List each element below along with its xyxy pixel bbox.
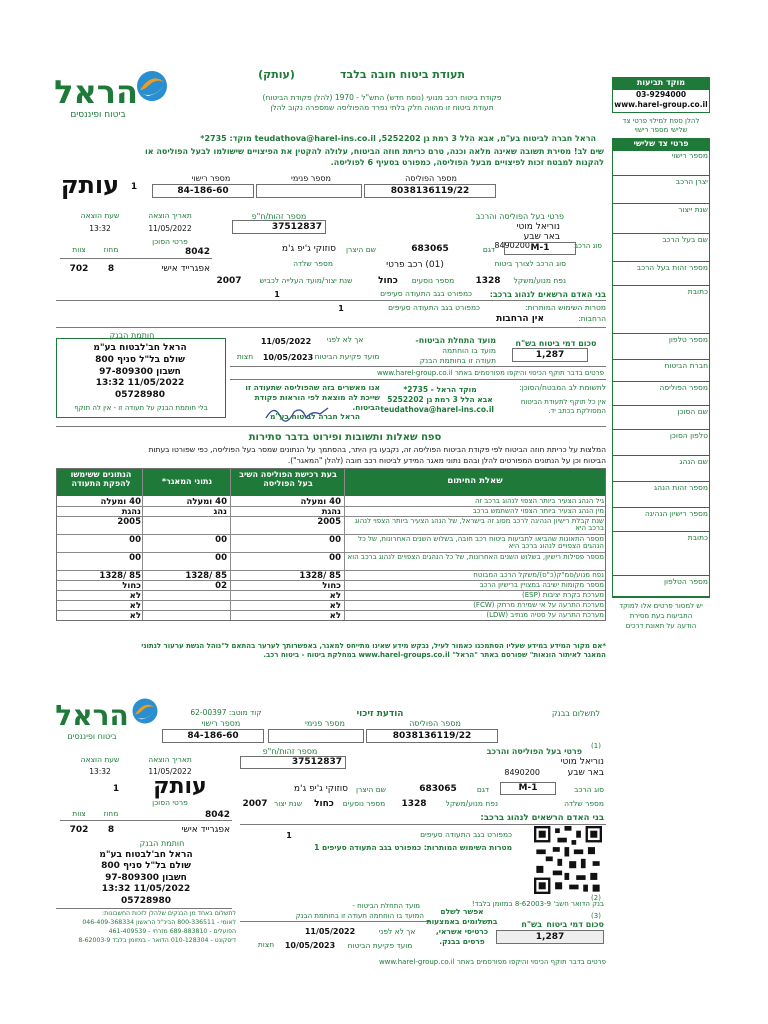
cert-owner-city: באר שבע bbox=[523, 232, 560, 242]
slip-agent-team: 702 bbox=[69, 825, 89, 835]
qa-header-used: הנתונים ששימשו להפקת התעודה bbox=[70, 470, 132, 489]
qa-cell-question: מערכת בקרת יציבות (ESP) bbox=[521, 591, 604, 599]
cert-manuf-name: סוזוקי ג'יפ ג'מ bbox=[281, 244, 336, 254]
cert-drivers-line1-value: 1 bbox=[274, 290, 280, 299]
cert-extensions-label: הרחבות: bbox=[578, 314, 606, 323]
cert-drivers-rule bbox=[56, 300, 606, 301]
qr-code-icon bbox=[534, 826, 602, 894]
slip-marker-3: (3) bbox=[591, 912, 601, 920]
cert-car-code-label: סוג הרכב bbox=[574, 242, 602, 250]
cert-premium-value: 1,287 bbox=[535, 350, 565, 360]
qa-cell-used: נהגת bbox=[121, 507, 141, 517]
qa-cell-db: 00 bbox=[215, 535, 227, 545]
slip-bank-payment: לתשלום בבנק bbox=[551, 709, 600, 718]
cert-attention-3: המסולקת בכתב יד. bbox=[548, 407, 606, 415]
cert-policy-value: 8038136119/22 bbox=[390, 186, 470, 196]
slip-marker-1: (1) bbox=[591, 742, 601, 750]
cert-copy-big: עותק bbox=[60, 171, 120, 199]
cert-usage-label: מטרות השימוש המותרות: bbox=[525, 303, 606, 312]
slip-issue-date-value: 11/05/2022 bbox=[148, 767, 192, 776]
qa-cell-used: לא bbox=[129, 611, 141, 621]
qa-cell-answer: נהגת bbox=[321, 507, 341, 517]
slip-start-rule bbox=[240, 921, 430, 922]
cert-bank-stamp-label: חותמת הבנק bbox=[109, 331, 155, 340]
slip-owner-label: פרטי בעל הפוליסה והרכב bbox=[486, 747, 582, 756]
slip-copy-big: עותק bbox=[153, 774, 207, 799]
cert-confirm-2: שייכת לה מוצאת לפי הוראות פקודת bbox=[254, 393, 380, 402]
cert-pass-label: מספר נוסעים bbox=[411, 276, 455, 285]
cert-policy-label: מספר הפוליסה bbox=[405, 174, 457, 183]
cert-bank-note: בלי חותמת הבנק על תעודה זו - אין לה תוקף bbox=[74, 404, 208, 412]
slip-internal-box bbox=[268, 729, 364, 743]
cert-car-type-value: (01) רכב פרטי bbox=[386, 260, 444, 270]
slip-usage-line: מטרות השימוש המותרות: כמפורט בגב התעודה סעיפים 1 bbox=[314, 843, 512, 852]
cert-agent-district: 8 bbox=[107, 264, 115, 274]
third-party-field-label: שם הסוכן bbox=[677, 407, 708, 416]
slip-policy-label: מספר הפוליסה bbox=[409, 719, 461, 728]
slip-car-code-label: סוג הרכב bbox=[574, 785, 604, 794]
cert-notice-2: להקנות למבטח זכות לפיצויים מבעל הפוליסה, כמפורט בסעיף 6 לפוליסה. bbox=[330, 158, 604, 167]
cert-start-sub1: מועד בו הוחתמה bbox=[442, 346, 496, 355]
qa-cell-question: גיל הנהג הצעיר ביותר הצפוי לנהוג ברכב זה bbox=[475, 497, 604, 505]
cert-attention-1: לתשומת לב המבטח/הסוכן: bbox=[519, 383, 606, 392]
slip-end-value: 10/05/2023 bbox=[284, 941, 336, 950]
qa-cell-answer: 00 bbox=[329, 535, 341, 545]
cert-bottom-rule bbox=[56, 426, 606, 427]
third-party-field-rule bbox=[612, 531, 710, 532]
cert-license-label: מספר רישוי bbox=[191, 174, 231, 183]
slip-copy-num: 1 bbox=[112, 784, 120, 794]
cert-agent-col-team: צוות bbox=[72, 245, 86, 254]
logo-swirl-icon bbox=[134, 68, 170, 104]
cert-start-sub2: תעודה זו בחותמת הבנק bbox=[419, 356, 496, 365]
third-party-field-rule bbox=[612, 333, 710, 334]
cert-ext-rule bbox=[56, 327, 606, 328]
slip-brand-name: הראל bbox=[55, 699, 129, 732]
cert-agent-rule bbox=[60, 258, 212, 259]
third-party-field-rule bbox=[612, 455, 710, 456]
qa-cell-question: מערכת התרעה על אי שמירת מרחק (FCW) bbox=[473, 601, 604, 609]
qa-footnote-2: המאגר לאיתור הונאות" שפורסם באתר "הראל" www.harel-groups.co.il במחלקת ביטוח - ביטוח רכב. bbox=[263, 651, 606, 659]
slip-installments-3: כרטיסי אשראי, bbox=[435, 927, 489, 936]
cert-agent-col-district: מחוז bbox=[103, 245, 119, 254]
slip-bank-info-3: הפועלים - 689-883810 מזרחי - 461-409539 bbox=[108, 928, 236, 935]
third-party-field-label: כתובת bbox=[687, 533, 708, 542]
slip-agent-code: 8042 bbox=[204, 810, 230, 820]
qa-cell-answer: לא bbox=[329, 601, 341, 611]
qa-cell-used: כחול bbox=[122, 581, 141, 591]
slip-drivers-title: בני האדם הרשאים לנהוג ברכב: bbox=[480, 813, 604, 823]
qa-cell-answer: 40 ומעלה bbox=[300, 497, 341, 507]
brand-name: הראל bbox=[54, 73, 138, 111]
claims-center-title: מוקד תביעות bbox=[636, 78, 686, 87]
slip-policy-value: 8038136119/22 bbox=[392, 731, 472, 741]
cert-bank-paid: שולם בל"ל סניף 800 bbox=[95, 355, 185, 365]
qa-cell-db: 02 bbox=[215, 581, 227, 591]
cert-license-value: 84-186-60 bbox=[177, 186, 229, 196]
cert-usage-line: כמפורט בגב התעודה סעיפים bbox=[388, 303, 480, 312]
slip-model-value: M-1 bbox=[518, 783, 538, 793]
third-party-field-rule bbox=[612, 429, 710, 430]
slip-model-label: דגם bbox=[476, 785, 490, 794]
slip-owner-name: נוריאל מוטי bbox=[560, 757, 604, 767]
cert-model-value: M-1 bbox=[530, 243, 550, 253]
qa-cell-question: נפח מנוע/סמ"ק(כ"ס)/משקל הרכב המבוטח bbox=[473, 571, 604, 579]
slip-year-value: 2007 bbox=[242, 799, 268, 809]
cert-id-value: 37512837 bbox=[271, 222, 322, 232]
cert-law-line1: פקודת ביטוח רכב מנועי (נוסח חדש) התש"ל - 1970 (להלן פקודת הביטוח) bbox=[262, 93, 502, 102]
third-party-field-label: שם בעל הרכב bbox=[662, 235, 708, 244]
cert-drivers-line1: כמפורט בגב התעודה סעיפים bbox=[380, 289, 472, 298]
slip-until-value: 11/05/2022 bbox=[304, 927, 356, 936]
slip-valid-line: פרטים בדבר תוקף הכיסוי והיקפו מפורסמים באתר www.harel-group.co.il bbox=[378, 958, 606, 966]
third-party-field-rule bbox=[612, 507, 710, 508]
sidebar-note-2: שלישי מספר רישוי bbox=[634, 126, 688, 134]
slip-color: כחול bbox=[314, 799, 334, 809]
slip-drivers-rule bbox=[240, 824, 606, 825]
qa-cell-db: 00 bbox=[215, 553, 227, 563]
slip-internal-label: מספר פנימי bbox=[305, 719, 345, 728]
cert-agent-label: פרטי הסוכן bbox=[152, 237, 188, 246]
cert-id-label: מספר זהות/ח"פ bbox=[251, 212, 307, 221]
cert-insurer-center: מוקד הראל - 2735* bbox=[403, 385, 477, 394]
cert-valid-rule bbox=[230, 379, 606, 380]
third-party-field-label: חברת הביטוח bbox=[664, 361, 708, 370]
cert-issue-date-label: תאריך הוצאה bbox=[148, 211, 192, 220]
third-party-field-label: שנת ייצור bbox=[678, 205, 708, 214]
slip-bank-postal: בנק הדואר חשב' 8-62003-9 במזומן בלבד! bbox=[471, 900, 604, 908]
qa-cell-used: 85 /1328 bbox=[99, 571, 141, 581]
slip-start-label: מועד התחלת הביטוח - bbox=[352, 902, 420, 910]
cert-extensions-value: אין הרחבות bbox=[496, 314, 544, 324]
qa-intro-2: הביטוח וכן על הנתונים המפורטים להלן ובהם נתוני מאגר המידע לביטוח רכב חובה (להלן "המאגר"). bbox=[287, 456, 606, 465]
cert-issue-time-value: 13:32 bbox=[89, 224, 111, 233]
slip-agent-rule bbox=[60, 820, 232, 821]
third-party-field-label: מספר זהות בעל הרכב bbox=[636, 263, 708, 272]
cert-agent-code: 8042 bbox=[184, 247, 210, 257]
slip-issue-time-value: 13:32 bbox=[89, 767, 111, 776]
slip-manuf-code: 683065 bbox=[419, 784, 457, 794]
cert-drivers-title: בני האדם הרשאים לנהוג ברכב: bbox=[489, 290, 606, 299]
slip-bank-info-2: לאומי - 800-336511 הבינ"ל הראשון 046-409-368334 bbox=[82, 919, 236, 926]
qa-cell-db: 85 /1328 bbox=[185, 571, 227, 581]
qa-cell-answer: 2005 bbox=[317, 517, 341, 527]
cert-confirm-3: הביטוח. bbox=[352, 403, 380, 412]
third-party-field-rule bbox=[612, 575, 710, 576]
cert-year-value: 2007 bbox=[216, 276, 242, 286]
cert-owner-label: פרטי בעל הפוליסה והרכב bbox=[475, 212, 564, 221]
slip-bank-datetime: 11/05/2022 13:32 bbox=[101, 884, 191, 894]
slip-agent-col-team: צוות bbox=[72, 809, 86, 818]
qa-title: ספח שאלות ותשובות ופירוט בדבר סתירות bbox=[248, 432, 442, 443]
cert-chassis-label: מספר שלדה bbox=[293, 259, 333, 268]
cert-bank-account: חשבון 97-809300 bbox=[99, 367, 181, 377]
cert-volume-label: נפח מנוע/משקל bbox=[513, 276, 566, 285]
third-party-field-rule bbox=[612, 203, 710, 204]
cert-premium-label: סכום דמי ביטוח בש"ח bbox=[515, 339, 597, 348]
slip-code: קוד מוטב: 62-00397 bbox=[190, 708, 262, 717]
qa-cell-answer: לא bbox=[329, 611, 341, 621]
qa-cell-question: מספר התאונות שהביאו לתביעות ביטוח רכב חובה, בשלוש השנים האחרונות, של כל הנהגים הצפויים לנהוג ברכב היא bbox=[358, 535, 604, 551]
qa-header-db: נתוני המאגר* bbox=[161, 477, 213, 486]
slip-manuf-label: שם היצרן bbox=[356, 785, 386, 794]
cert-internal-label: מספר פנימי bbox=[291, 174, 331, 183]
slip-installments-2: בתשלומים באמצעות bbox=[426, 917, 498, 926]
third-party-field-label: שם הנהג bbox=[679, 457, 708, 466]
qa-cell-used: 40 ומעלה bbox=[100, 497, 141, 507]
qa-cell-used: 2005 bbox=[117, 517, 141, 527]
cert-insurer-mail: teudathova@harel-ins.co.il bbox=[380, 405, 494, 414]
slip-drivers-value: 1 bbox=[286, 831, 292, 840]
slip-year-label: שנת יצור bbox=[273, 799, 303, 808]
claims-center-url: www.harel-group.co.il bbox=[614, 100, 708, 109]
cert-valid-line: פרטים בדבר תוקף הכיסוי והיקפו מפורסמים באתר www.harel-group.co.il bbox=[376, 369, 604, 377]
cert-until-value: 11/05/2022 bbox=[260, 337, 312, 346]
slip-marker-2: (2) bbox=[591, 894, 601, 902]
slip-notice-title: הודעת זיכוי bbox=[356, 709, 404, 719]
third-party-field-label: כתובת bbox=[687, 287, 708, 296]
cert-car-type-label: סוג הרכב לצורך ביטוח bbox=[494, 259, 566, 268]
qa-cell-question: מין הנהג הצעיר ביותר הצפוי להשתמש ברכב bbox=[472, 507, 604, 515]
slip-volume-value: 1328 bbox=[401, 799, 427, 809]
qa-cell-used: לא bbox=[129, 591, 141, 601]
qa-cell-answer: כחול bbox=[322, 581, 341, 591]
sidebar-footer-3: הודעה על תאונת דרכים bbox=[625, 622, 697, 630]
slip-bank-name: הראל חב'לבטוח בע"מ bbox=[99, 850, 193, 860]
third-party-field-rule bbox=[612, 261, 710, 262]
third-party-field-label: טלפון הסוכן bbox=[669, 431, 708, 440]
qa-table-frame bbox=[56, 468, 606, 621]
slip-installments-1: אפשר לשלם bbox=[440, 907, 484, 916]
slip-start-sub: המועד בו הוחתמה תעודה זו בחותמת הבנק bbox=[295, 912, 424, 920]
slip-agent-name: אפגרייד אישי bbox=[181, 825, 230, 835]
slip-bank-rule bbox=[56, 908, 232, 909]
third-party-field-rule bbox=[612, 596, 710, 597]
slip-owner-zip: 8490200 bbox=[504, 768, 540, 777]
qa-cell-question: שנת קבלת רישיון הנהיגה לרכב מסוג זה בישראל, של הנהג הצעיר ביותר הצפוי לנהוג ברכב היא bbox=[354, 517, 604, 533]
slip-installments-4: פרסים בבנק. bbox=[439, 937, 485, 946]
slip-until-label: אך לא לפני bbox=[378, 927, 416, 936]
cert-insurer-addr: אבא הלל 3 רמת גן 5252202 bbox=[387, 395, 493, 404]
cert-agent-team: 702 bbox=[69, 264, 89, 274]
third-party-field-rule bbox=[612, 285, 710, 286]
slip-bank-paid: שולם בל"ל סניף 800 bbox=[101, 861, 191, 871]
slip-license-label: מספר רישוי bbox=[201, 719, 241, 728]
third-party-field-label: יצרן הרכב bbox=[675, 177, 708, 186]
slip-issue-time-label: שעת הוצאה bbox=[80, 755, 120, 764]
cert-bank-name: הראל חב'לבטוח בע"מ bbox=[93, 343, 187, 353]
cert-usage-value: 1 bbox=[338, 304, 344, 313]
third-party-field-label: מספר רישיון הנהיגה bbox=[644, 509, 708, 518]
cert-end-label: מועד פקיעת הביטוח bbox=[314, 352, 380, 361]
qa-header-question: שאלת החיתום bbox=[447, 476, 503, 486]
third-party-field-rule bbox=[612, 405, 710, 406]
qa-cell-db: נהג bbox=[213, 507, 227, 517]
cert-color: כחול bbox=[378, 276, 398, 286]
qa-footnote-1: *אם מקור המידע במידע שעליו הסתמכנו כאמור לעיל, נבקש מידע שאינו מתייחס למאגר, באפשרותך לערער בהתאם ל"נוהל הגשת ערעור לנתוני bbox=[141, 642, 606, 650]
third-party-field-rule bbox=[612, 481, 710, 482]
slip-premium-value: 1,287 bbox=[535, 932, 565, 942]
cert-agent-name: אפגרייד אישי bbox=[161, 264, 210, 274]
cert-bank-ref: 05728980 bbox=[114, 390, 166, 400]
cert-confirm-1: אנו מאשרים בזה שהפוליסה שתעודה זו bbox=[245, 383, 380, 392]
qa-cell-answer: 85 /1328 bbox=[299, 571, 341, 581]
qa-cell-answer: לא bbox=[329, 591, 341, 601]
qa-cell-question: מערכת התרעה על סטיה מנתיב (LDW) bbox=[486, 611, 604, 619]
slip-agent-district: 8 bbox=[107, 825, 115, 835]
cert-volume-value: 1328 bbox=[475, 276, 501, 286]
cert-title: תעודת ביטוח חובה בלבד bbox=[340, 68, 465, 81]
slip-id-label: מספר זהות/ח"פ bbox=[262, 747, 318, 756]
third-party-field-label: מספר זהות הנהג bbox=[653, 483, 708, 492]
slip-premium-label-1: סכום דמי ביטוח bbox=[546, 920, 604, 929]
third-party-field-rule bbox=[612, 381, 710, 382]
qa-cell-question: מספר פסילות רישיון, בשלוש השנים האחרונות, של כל הנהגים הצפויים לנהוג ברכב הוא bbox=[347, 553, 604, 561]
qa-cell-used: לא bbox=[129, 601, 141, 611]
third-party-field-label: מספר הטלפון bbox=[663, 577, 708, 586]
cert-manuf-label: שם היצרן bbox=[346, 245, 376, 254]
cert-bank-datetime: 11/05/2022 13:32 bbox=[95, 378, 185, 388]
cert-year-label: שנת יצור/מועד העלייה לכביש bbox=[259, 276, 353, 285]
qa-cell-question: מספר מקומות ישיבה במצויין ברישיון הרכב bbox=[479, 581, 604, 589]
brand-tagline: ביטוח ופיננסים bbox=[70, 110, 126, 120]
slip-logo-swirl-icon bbox=[130, 696, 160, 726]
cert-law-line2: תעודת ביטוח זו מהווה חלק בלתי נפרד מהפוליסה שמספרה נקוב להלן bbox=[270, 103, 494, 112]
slip-end-label: מועד פקיעת הביטוח bbox=[347, 941, 413, 950]
cert-start-label: מועד התחלת הביטוח- bbox=[415, 336, 496, 345]
third-party-title: פרטי צד שלישי bbox=[633, 139, 689, 148]
slip-pass-label: מספר נוסעים bbox=[342, 799, 386, 808]
qa-header-answer: בעת רכישת הפוליסה השיב בעל הפוליסה bbox=[239, 470, 337, 489]
cert-issue-time-label: שעת הוצאה bbox=[80, 211, 120, 220]
slip-bank-info-4: דיסקונט - 010-128304 הדואר - במזומן בלבד 8-62003-9 bbox=[78, 937, 236, 944]
third-party-field-rule bbox=[612, 233, 710, 234]
slip-end-time: חצות bbox=[257, 940, 275, 949]
slip-owner-city: באר שבע bbox=[567, 768, 604, 778]
cert-until-label: אך לא לפני bbox=[326, 335, 364, 344]
sidebar-footer-1: יש למסור פרטים אלו למוקד bbox=[619, 602, 703, 610]
cert-owner-name: נוריאל מוטי bbox=[516, 222, 560, 232]
slip-chassis-label: מספר שלדה bbox=[564, 799, 604, 808]
qa-cell-used: 00 bbox=[129, 553, 141, 563]
slip-brand-tagline: ביטוח ופיננסים bbox=[67, 732, 117, 741]
qa-cell-db: 40 ומעלה bbox=[186, 497, 227, 507]
cert-end-time: חצות bbox=[236, 352, 254, 361]
cert-copy-num: 1 bbox=[130, 182, 138, 192]
slip-issue-date-label: תאריך הוצאה bbox=[148, 755, 192, 764]
cert-owner-zip: 8490200 bbox=[494, 241, 530, 250]
cert-period-rule bbox=[230, 366, 606, 367]
slip-bank-account: חשבון 97-809300 bbox=[105, 873, 187, 883]
cert-notice-1: שים לב! מסירת תשובה שאינה מלאה וכנה, טרם כריתת חוזה הביטוח, עלולה להקטין את הפיצויים שישולמו לבעל הפוליסה או bbox=[145, 147, 604, 156]
third-party-field-rule bbox=[612, 359, 710, 360]
cert-model-label: דגם bbox=[482, 245, 496, 254]
slip-premium-label-2: בש"ח bbox=[521, 920, 542, 929]
slip-brand-logo bbox=[52, 696, 162, 744]
claims-center-phone: 03-9294000 bbox=[635, 90, 687, 99]
cert-attention-2: אין כל תוקף לתעודת הביטוח bbox=[520, 398, 606, 406]
cert-issue-date-value: 11/05/2022 bbox=[148, 224, 192, 233]
slip-license-value: 84-186-60 bbox=[187, 731, 239, 741]
slip-bank-stamp-label: חותמת הבנק bbox=[139, 839, 185, 848]
slip-volume-label: נפח מנוע/משקל bbox=[445, 799, 498, 808]
qa-cell-used: 00 bbox=[129, 535, 141, 545]
third-party-field-label: מספר רישוי bbox=[671, 151, 708, 160]
cert-manuf-code: 683065 bbox=[411, 244, 449, 254]
slip-manuf-name: סוזוקי ג'יפ ג'מ bbox=[293, 784, 348, 794]
slip-bank-ref: 05728980 bbox=[120, 896, 172, 906]
third-party-field-rule bbox=[612, 175, 710, 176]
slip-agent-label: פרטי הסוכן bbox=[152, 798, 188, 807]
brand-logo bbox=[54, 68, 170, 124]
sidebar-note-1: להלן ספח למילוי פרטי צד bbox=[622, 117, 700, 125]
slip-bank-info-1: לתשלום באחד מן הבנקים שלהלן לזכות החשבונות: bbox=[102, 910, 236, 917]
third-party-field-label: מספר הפוליסה bbox=[659, 383, 708, 392]
third-party-field-label: מספר טלפון bbox=[668, 335, 708, 344]
qa-intro-1: המלצות על כריתת חוזה הביטוח לפי פקודת הביטוח הפוליסה זה, נקבעו בין היתר, בהסתמך על הנתונים שמסר בעל הפוליסה, כפי שפורטו בעתות bbox=[148, 445, 606, 454]
qa-cell-answer: 00 bbox=[329, 553, 341, 563]
cert-end-value: 10/05/2023 bbox=[262, 353, 314, 362]
cert-company-line: הראל חברה לביטוח בע"מ, אבא הלל 3 רמת גן 5252202, teudathova@harel-ins.co.il מוקד: 2735* bbox=[200, 134, 596, 143]
cert-copy-label: (עותק) bbox=[258, 68, 295, 81]
cert-confirm-sign: הראל חברה לביטוח בע"מ bbox=[270, 412, 360, 421]
slip-agent-col-district: מחוז bbox=[103, 809, 119, 818]
cert-internal-box bbox=[256, 184, 362, 198]
slip-drivers-line: כמפורט בגב התעודה סעיפים bbox=[420, 830, 512, 839]
slip-id-value: 37512837 bbox=[291, 757, 342, 767]
sidebar-footer-2: התביעות בעת מסירת bbox=[629, 612, 693, 620]
